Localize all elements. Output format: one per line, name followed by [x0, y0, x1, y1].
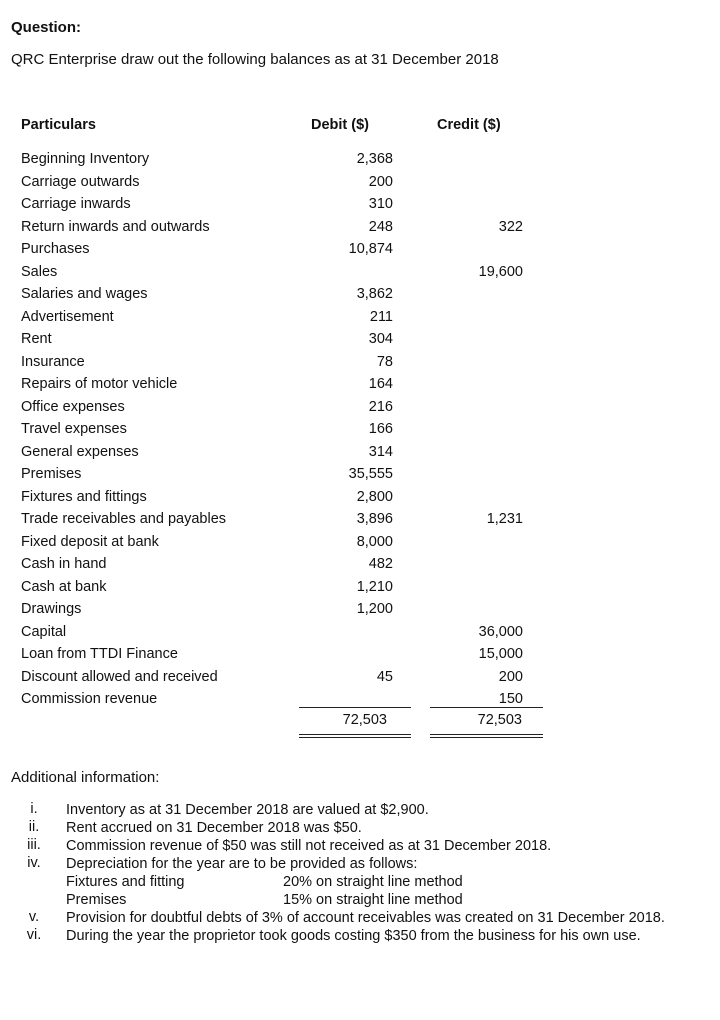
row-label: Drawings [21, 601, 82, 617]
note-number: iii. [27, 837, 41, 853]
table-row [0, 148, 720, 171]
row-debit: 8,000 [356, 533, 393, 550]
row-label: Cash in hand [21, 556, 107, 572]
note-text: Rent accrued on 31 December 2018 was $50. [66, 820, 362, 836]
depreciation-asset: Premises [66, 892, 127, 908]
row-label: Repairs of motor vehicle [21, 376, 178, 392]
table-row [0, 441, 720, 464]
list-item [0, 819, 720, 837]
row-debit: 200 [368, 173, 393, 190]
row-label: Beginning Inventory [21, 151, 150, 167]
row-label: Return inwards and outwards [21, 218, 210, 235]
row-credit: 200 [498, 668, 523, 685]
row-debit: 482 [368, 556, 393, 572]
depreciation-rate: 20% on straight line method [283, 874, 463, 890]
row-label: Office expenses [21, 398, 125, 415]
row-label: Fixed deposit at bank [21, 533, 159, 550]
list-item [0, 927, 720, 945]
row-debit: 216 [368, 398, 393, 415]
note-text: Depreciation for the year are to be provided as follows: [66, 856, 418, 872]
row-debit: 3,862 [356, 286, 393, 302]
row-label: Rent [21, 331, 52, 347]
row-debit: 166 [368, 421, 393, 437]
table-row [0, 328, 720, 351]
table-row [0, 576, 720, 599]
row-debit: 78 [376, 353, 393, 370]
credit-total-top-line [430, 707, 543, 708]
row-label: Capital [21, 623, 67, 640]
table-row [0, 261, 720, 284]
row-debit: 304 [368, 331, 393, 347]
header-debit: Debit ($) [311, 117, 369, 133]
row-label: Purchases [21, 241, 90, 257]
row-debit: 2,800 [356, 488, 393, 505]
additional-info-title: Additional information: [11, 769, 160, 786]
list-item [0, 855, 720, 909]
table-row [0, 486, 720, 509]
row-debit: 3,896 [356, 511, 393, 527]
row-debit: 310 [368, 196, 393, 212]
row-label: Trade receivables and payables [21, 511, 227, 527]
credit-total-double-line-2 [430, 737, 543, 738]
note-number: v. [28, 909, 40, 925]
row-label: Carriage inwards [21, 196, 131, 212]
table-row [0, 171, 720, 194]
note-number: i. [30, 801, 38, 817]
question-text: QRC Enterprise draw out the following balances as at 31 December 2018 [11, 51, 499, 68]
table-row [0, 418, 720, 441]
row-debit: 1,210 [356, 578, 393, 595]
row-label: Travel expenses [21, 421, 127, 437]
note-text: During the year the proprietor took goods costing $350 from the business for his own use. [66, 928, 641, 944]
debit-total-top-line [299, 707, 411, 708]
row-label: Commission revenue [21, 691, 158, 707]
row-credit: 19,600 [478, 263, 523, 280]
depreciation-rate: 15% on straight line method [283, 892, 463, 908]
row-label: Insurance [21, 353, 85, 370]
row-label: Salaries and wages [21, 286, 148, 302]
table-row [0, 283, 720, 306]
credit-total-double-line-1 [430, 734, 543, 735]
debit-total: 72,503 [342, 712, 387, 728]
row-credit: 322 [498, 218, 523, 235]
row-debit: 35,555 [348, 466, 393, 482]
table-row [0, 306, 720, 329]
row-label: General expenses [21, 443, 139, 460]
note-text: Inventory as at 31 December 2018 are valued at $2,900. [66, 802, 429, 818]
row-credit: 150 [498, 691, 523, 707]
row-credit: 1,231 [486, 511, 523, 527]
list-item [0, 909, 720, 927]
row-label: Sales [21, 263, 58, 280]
row-debit: 45 [376, 668, 393, 685]
row-debit: 314 [368, 443, 393, 460]
table-row [0, 508, 720, 531]
row-debit: 10,874 [348, 241, 393, 257]
note-number: vi. [26, 927, 42, 943]
list-item [0, 837, 720, 855]
table-row [0, 553, 720, 576]
row-label: Advertisement [21, 308, 114, 325]
table-row [0, 216, 720, 239]
debit-total-double-line-2 [299, 737, 411, 738]
row-label: Carriage outwards [21, 173, 140, 190]
table-row [0, 598, 720, 621]
additional-info-list [0, 801, 720, 945]
table-row [0, 396, 720, 419]
note-number: iv. [27, 855, 41, 871]
list-item [0, 801, 720, 819]
row-label: Fixtures and fittings [21, 488, 147, 505]
table-row [0, 373, 720, 396]
table-row [0, 238, 720, 261]
credit-total: 72,503 [477, 712, 522, 728]
question-title: Question: [11, 19, 81, 36]
balances-table [0, 148, 720, 711]
row-label: Cash at bank [21, 578, 107, 595]
row-label: Discount allowed and received [21, 668, 218, 685]
note-text: Commission revenue of $50 was still not received as at 31 December 2018. [66, 838, 552, 854]
header-particulars: Particulars [21, 117, 96, 133]
row-credit: 15,000 [478, 646, 523, 662]
table-row [0, 463, 720, 486]
row-debit: 1,200 [356, 601, 393, 617]
row-label: Premises [21, 466, 82, 482]
table-row [0, 531, 720, 554]
row-debit: 2,368 [356, 151, 393, 167]
debit-total-double-line-1 [299, 734, 411, 735]
row-debit: 211 [369, 308, 393, 325]
row-credit: 36,000 [478, 623, 523, 640]
depreciation-asset: Fixtures and fitting [66, 874, 185, 890]
table-row [0, 621, 720, 644]
row-debit: 164 [368, 376, 393, 392]
row-debit: 248 [368, 218, 393, 235]
table-row [0, 351, 720, 374]
note-number: ii. [28, 819, 40, 835]
table-row [0, 666, 720, 689]
note-text: Provision for doubtful debts of 3% of account receivables was created on 31 December 2018. [66, 910, 665, 926]
header-credit: Credit ($) [437, 117, 501, 133]
depreciation-row [66, 891, 696, 909]
depreciation-row [66, 873, 696, 891]
table-row [0, 643, 720, 666]
table-row [0, 193, 720, 216]
row-label: Loan from TTDI Finance [21, 646, 178, 662]
